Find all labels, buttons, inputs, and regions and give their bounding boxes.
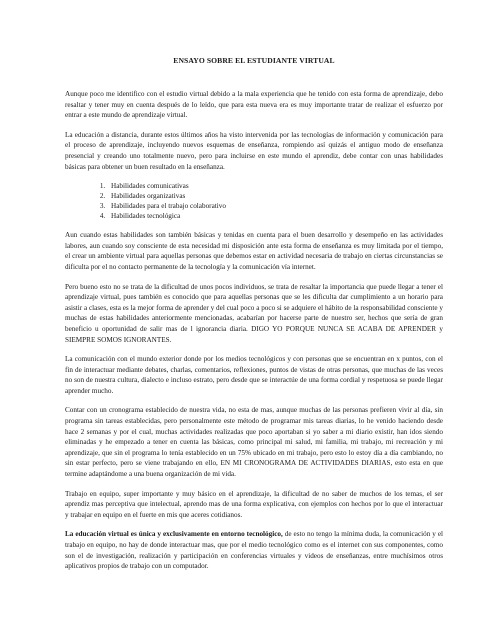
paragraph-skills: Aun cuando estas habilidades son también básicas y tenidas en cuenta para el buen desarrollo y desempeño en las actividades labores, aun cuando soy consciente de esta necesidad mi disposición ante esta forma de enseñanza es muy limitada por el tiempo, el crear un ambiente virtual para aquellas personas que debemos estar en actividad necesaria de trabajo en ciertas circunstancias se dificulta por el no contacto permanente de la tecnología y la comunicación vía internet. [65, 231, 443, 271]
skills-list [65, 181, 443, 221]
paragraph-communication: La comunicación con el mundo exterior donde por los medios tecnológicos y con personas que se encuentran en x puntos, con el fin de interactuar mediante debates, charlas, comentarios, reflexiones, puntos de vistas de otras personas, que muchas de las veces no son de nuestra cultura, dialecto e incluso estrato, pero desde que se interactúe de una forma cordial y respetuosa se puede llegar aprender mucho. [65, 355, 443, 395]
conclusion-text: de esto no tengo la mínima duda, la comunicación y el trabajo en equipo, no hay de donde interactuar mas, que por el medio tecnológico como es el internet con sus componentes, como son el de investigación, realización y participación en conferencias virtuales y videos de enseñanzas, entre muchísimos otros aplicativos propios de trabajo con un computador. [65, 530, 444, 571]
paragraph-distance-education: La educación a distancia, durante estos últimos años ha visto intervenida por las tecnologías de información y comunicación para el proceso de aprendizaje, incluyendo nuevos esquemas de enseñanza, rompiendo así quizás el antiguo modo de enseñanza presencial y creando uno totalmente nuevo, pero para incluirse en este mundo el aprendiz, debe contar con unas habilidades básicas para obtener un buen resultado en la enseñanza. [65, 130, 443, 171]
paragraph-importance: Pero bueno esto no se trata de la dificultad de unos pocos individuos, se trata de resaltar la importancia que puede llegar a tener el aprendizaje virtual, pues también es conocido que para aquellas personas que se les dificulta dar cumplimiento a un horario para asistir a clases, esta es la mejor forma de aprender y del cual poco a poco si se adquiere el hábito de la responsabilidad consciente y muchas de estas habilidades anteriormente mencionadas, acabarían por hacerse parte de nuestro ser, hechos que sería de gran beneficio u oportunidad de salir mas de l ignorancia diaria. DIGO YO PORQUE NUNCA SE ACABA DE APRENDER y SIEMPRE SOMOS IGNORANTES. [65, 282, 443, 344]
paragraph-intro: Aunque poco me identifico con el estudio virtual debido a la mala experiencia que he tenido con esta forma de aprendizaje, debo resaltar y tener muy en cuenta después de lo leído, que para esta nueva era es muy importante tratar de realizar el esfuerzo por entrar a este mundo de aprendizaje virtual. [65, 90, 443, 120]
conclusion-bold-text: La educación virtual es única y exclusivamente en entorno tecnológico, [65, 530, 283, 539]
list-item: 3. Habilidades para el trabajo colaborativo [107, 201, 443, 211]
paragraph-conclusion [65, 529, 443, 571]
list-item: 1. Habilidades comunicativas [107, 181, 443, 191]
paragraph-schedule: Contar con un cronograma establecido de nuestra vida, no esta de mas, aunque muchas de las personas prefieren vivir al día, sin programa sin tareas establecidas, pero personalmente este método de programar mis tareas diarias, lo he venido haciendo desde hace 2 semanas y por el cual, muchas actividades realizadas que poco aportaban si yo saber a mi diario existir, han idos siendo eliminadas y he empezado a tener en cuenta las básicas, como principal mi salud, mi familia, mi trabajo, mi recreación y mi aprendizaje, que sin el programa lo tenía establecido en un 75% ubicado en mi trabajo, pero esto lo estoy día a día cambiando, no sin estar perfecto, pero se viene trabajando en ello, EN MI CRONOGRAMA DE ACTIVIDADES DIARIAS, esto esta en que termine adaptándome a una buena organización de mi vida. [65, 406, 443, 479]
paragraph-teamwork: Trabajo en equipo, super importante y muy básico en el aprendizaje, la dificultad de no saber de muchos de los temas, el ser aprendiz mas perceptiva que intelectual, aprendo mas de una forma explicativa, con ejemplos con hechos por lo que el interactuar y trabajar en equipo en el fuerte en mis que aceres cotidianos. [65, 489, 443, 519]
document-title: ENSAYO SOBRE EL ESTUDIANTE VIRTUAL [173, 56, 335, 65]
list-item: 4. Habilidades tecnológica [107, 211, 443, 221]
list-item: 2. Habilidades organizativas [107, 191, 443, 201]
